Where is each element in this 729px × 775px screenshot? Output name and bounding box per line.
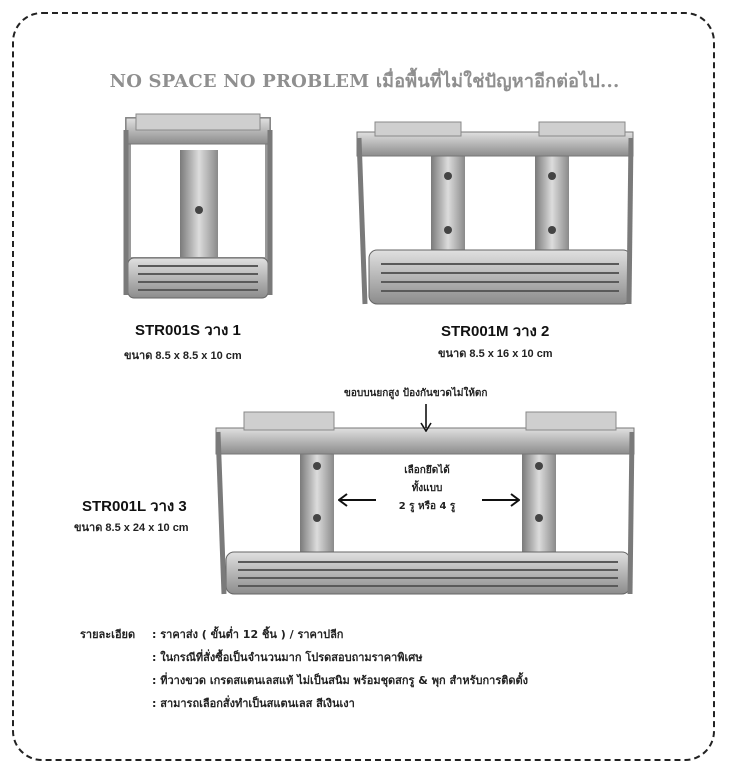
details-row-2 <box>80 649 528 672</box>
details-section <box>80 626 528 718</box>
size-large: ขนาด 8.5 x 24 x 10 cm <box>74 522 189 534</box>
model-medium: STR001M วาง 2 <box>441 323 550 340</box>
details-row-3 <box>80 672 528 695</box>
details-line-2: : ในกรณีที่สั่งซื้อเป็นจำนวนมาก โปรดสอบถามราคาพิเศษ <box>152 651 423 664</box>
mount-note-line-3: 2 รู หรือ 4 รู <box>398 501 456 512</box>
details-line-1: : ราคาส่ง ( ขั้นต่ำ 12 ชิ้น ) / ราคาปลีก <box>152 628 344 641</box>
rack-image-medium <box>355 118 635 308</box>
arrow-down-icon <box>420 404 432 432</box>
model-large: STR001L วาง 3 <box>82 498 187 515</box>
details-line-3: : ที่วางขวด เกรดสแตนเลสแท้ ไม่เป็นสนิม พร้อมชุดสกรู & พุก สำหรับการติดตั้ง <box>152 674 529 687</box>
arrow-right-icon <box>480 493 520 507</box>
mount-note-line-1: เลือกยึดได้ <box>404 465 450 476</box>
mount-note-line-2: ทั้งแบบ <box>411 483 443 494</box>
details-line-4: : สามารถเลือกสั่งทำเป็นสแตนเลส สีเงินเงา <box>152 697 355 710</box>
size-medium: ขนาด 8.5 x 16 x 10 cm <box>438 348 553 360</box>
details-row-1 <box>80 626 528 649</box>
rack-image-small <box>118 110 278 310</box>
headline: NO SPACE NO PROBLEM เมื่อพื้นที่ไม่ใช่ปัญหาอีกต่อไป... <box>109 71 620 92</box>
details-label: รายละเอียด <box>80 628 136 641</box>
callout-raised-edge: ขอบบนยกสูง ป้องกันขวดไม่ให้ตก <box>344 388 488 399</box>
size-small: ขนาด 8.5 x 8.5 x 10 cm <box>124 350 242 362</box>
mounting-note <box>372 462 482 516</box>
model-small: STR001S วาง 1 <box>135 322 241 339</box>
arrow-left-icon <box>338 493 378 507</box>
details-row-4 <box>80 695 528 718</box>
